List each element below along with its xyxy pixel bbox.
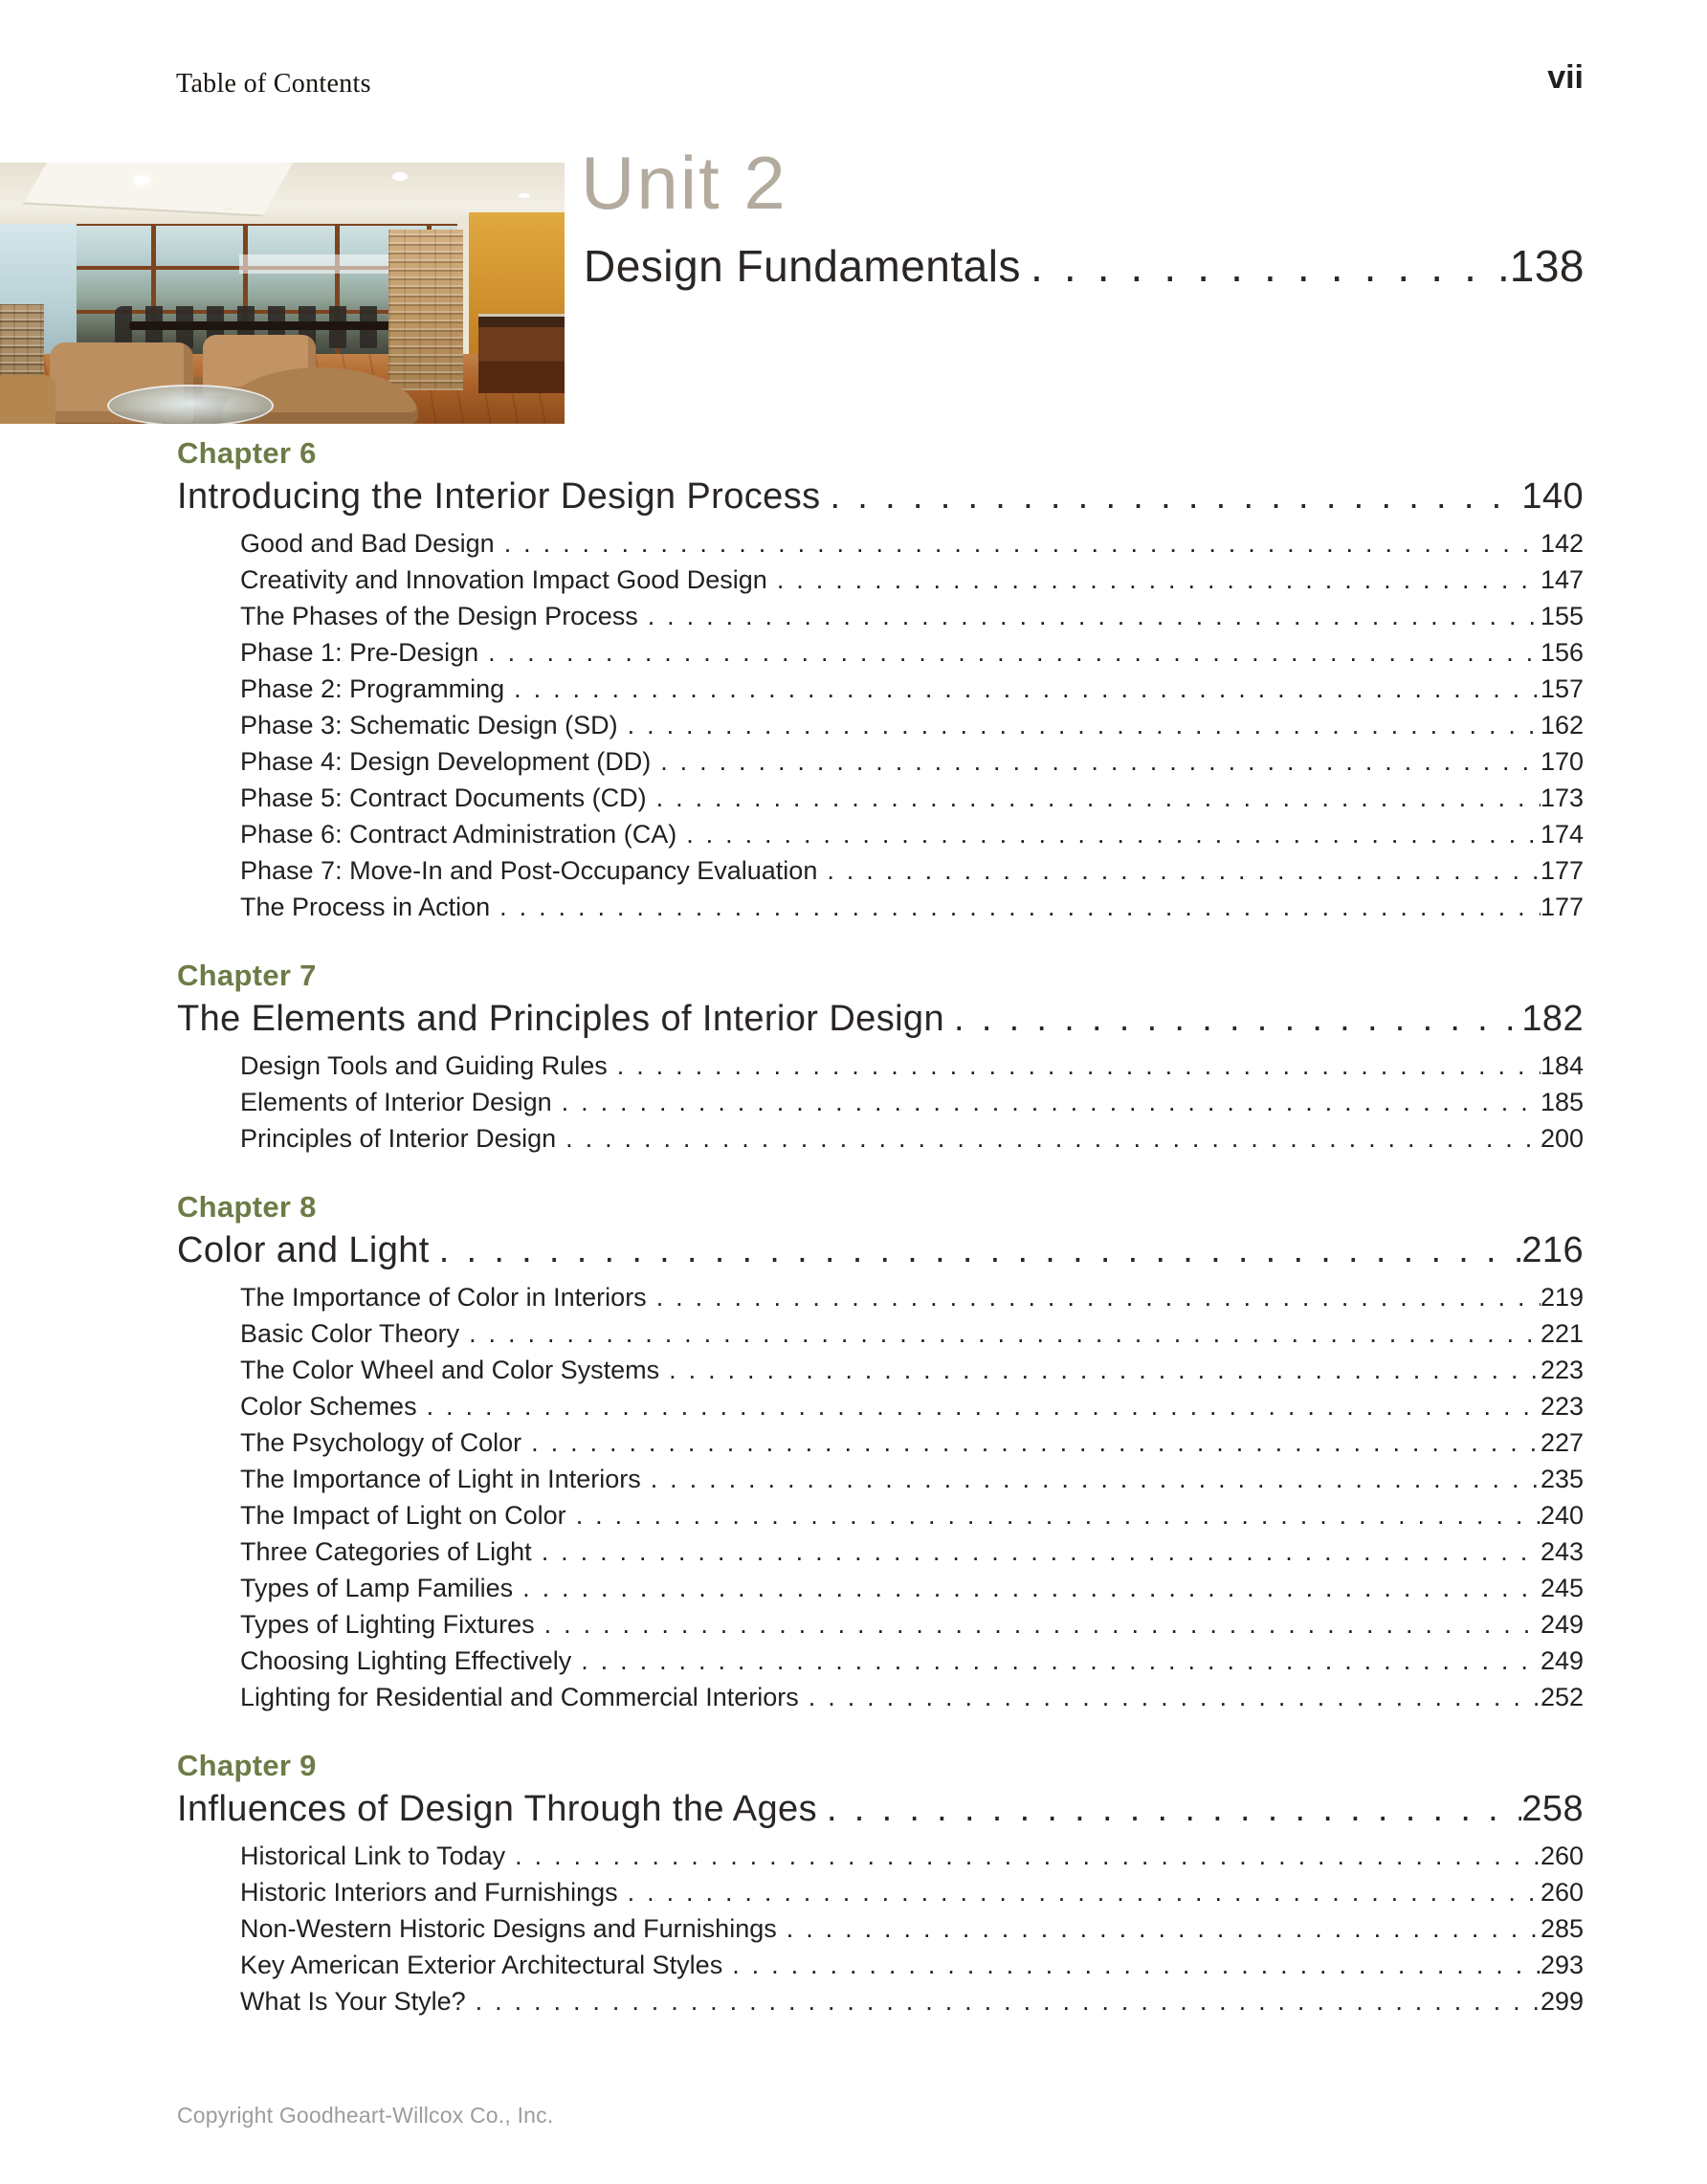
toc-entry — [240, 1679, 1584, 1715]
entry-title: Choosing Lighting Effectively — [240, 1646, 572, 1675]
entry-title: Key American Exterior Architectural Styles — [240, 1951, 723, 1979]
dot-leader — [504, 671, 1541, 707]
toc-entry — [240, 562, 1584, 598]
chapter-entries — [177, 525, 1584, 925]
chapter-label: Chapter 7 — [177, 959, 317, 992]
dot-leader — [513, 1570, 1541, 1606]
chapter-page-number: 258 — [1521, 1789, 1584, 1829]
toc-entry — [240, 1084, 1584, 1120]
entry-page-number: 162 — [1540, 711, 1584, 739]
unit-title-row — [584, 241, 1585, 291]
chapter-page-number: 182 — [1521, 999, 1584, 1039]
dot-leader — [566, 1497, 1541, 1533]
toc-entry — [240, 1352, 1584, 1388]
toc-entry — [240, 816, 1584, 852]
entry-page-number: 147 — [1540, 565, 1584, 594]
dot-leader — [651, 743, 1541, 780]
entry-page-number: 142 — [1540, 529, 1584, 558]
entry-title: Phase 3: Schematic Design (SD) — [240, 711, 618, 739]
unit-title: Design Fundamentals — [584, 241, 1021, 291]
toc-entry — [240, 1048, 1584, 1084]
entry-page-number: 293 — [1540, 1951, 1584, 1979]
dot-leader — [647, 780, 1541, 816]
chapter-title-row — [177, 996, 1584, 1042]
entry-page-number: 219 — [1540, 1283, 1584, 1312]
entry-title: Types of Lamp Families — [240, 1574, 514, 1602]
toc-entry — [240, 1497, 1584, 1533]
entry-page-number: 177 — [1540, 856, 1584, 885]
dot-leader — [1021, 241, 1510, 291]
toc-entry — [240, 671, 1584, 707]
entry-title: The Importance of Light in Interiors — [240, 1465, 641, 1493]
dot-leader — [495, 525, 1541, 562]
copyright-notice: Copyright Goodheart-Willcox Co., Inc. — [177, 2103, 554, 2128]
toc-entry — [240, 1461, 1584, 1497]
dot-leader — [556, 1120, 1541, 1157]
photo-conference-table — [129, 321, 402, 330]
entry-title: Basic Color Theory — [240, 1319, 460, 1348]
chapter-section — [177, 1750, 1584, 2019]
entry-page-number: 221 — [1540, 1319, 1584, 1348]
chapter-title-row — [177, 474, 1584, 519]
photo-recessed-lights — [134, 176, 149, 185]
toc-entry — [240, 1643, 1584, 1679]
entry-title: What Is Your Style? — [240, 1987, 466, 2016]
entry-page-number: 243 — [1540, 1537, 1584, 1566]
entry-page-number: 223 — [1540, 1392, 1584, 1421]
toc-entry — [240, 1874, 1584, 1910]
chapter-title: The Elements and Principles of Interior Design — [177, 999, 945, 1039]
photo-glass-coffee-table — [107, 385, 274, 424]
entry-page-number: 249 — [1540, 1610, 1584, 1639]
entry-title: Design Tools and Guiding Rules — [240, 1051, 608, 1080]
toc-entry — [240, 634, 1584, 671]
toc-entry — [240, 1983, 1584, 2019]
entry-page-number: 184 — [1540, 1051, 1584, 1080]
chapter-title-row — [177, 1227, 1584, 1273]
entry-title: The Color Wheel and Color Systems — [240, 1356, 660, 1384]
entry-page-number: 155 — [1540, 602, 1584, 630]
entry-page-number: 173 — [1540, 783, 1584, 812]
dot-leader — [638, 598, 1541, 634]
toc-entry — [240, 1947, 1584, 1983]
dot-leader — [722, 1947, 1541, 1983]
toc-entry — [240, 1315, 1584, 1352]
entry-page-number: 227 — [1540, 1428, 1584, 1457]
chapter-label: Chapter 8 — [177, 1190, 317, 1224]
entry-page-number: 260 — [1540, 1878, 1584, 1907]
entry-page-number: 252 — [1540, 1683, 1584, 1711]
entry-page-number: 299 — [1540, 1987, 1584, 2016]
entry-page-number: 177 — [1540, 893, 1584, 921]
toc-entry — [240, 1838, 1584, 1874]
toc-entry — [240, 1570, 1584, 1606]
entry-title: The Process in Action — [240, 893, 491, 921]
chapter-section — [177, 437, 1584, 925]
entry-title: Non-Western Historic Designs and Furnishings — [240, 1914, 777, 1943]
header-title: Table of Contents — [176, 69, 371, 99]
entry-page-number: 223 — [1540, 1356, 1584, 1384]
dot-leader — [676, 816, 1541, 852]
dot-leader — [767, 562, 1541, 598]
entry-page-number: 200 — [1540, 1124, 1584, 1153]
toc-entry — [240, 780, 1584, 816]
chapter-title: Influences of Design Through the Ages — [177, 1789, 817, 1829]
dot-leader — [490, 889, 1541, 925]
entry-page-number: 235 — [1540, 1465, 1584, 1493]
entry-title: Phase 4: Design Development (DD) — [240, 747, 652, 776]
chapter-section — [177, 960, 1584, 1157]
chapter-section — [177, 1191, 1584, 1715]
toc-entry — [240, 1388, 1584, 1424]
dot-leader — [478, 634, 1541, 671]
toc-entry — [240, 852, 1584, 889]
office-lobby-photo — [0, 163, 565, 424]
chapter-label: Chapter 6 — [177, 436, 317, 470]
toc-entry — [240, 743, 1584, 780]
toc-entry — [240, 1120, 1584, 1157]
chapter-entries — [177, 1279, 1584, 1715]
toc-entry — [240, 889, 1584, 925]
dot-leader — [618, 1874, 1541, 1910]
chapter-page-number: 140 — [1521, 476, 1584, 517]
entry-title: Phase 2: Programming — [240, 674, 505, 703]
photo-stone-pillar — [388, 230, 463, 390]
toc-entry — [240, 707, 1584, 743]
entry-page-number: 174 — [1540, 820, 1584, 849]
entry-title: Phase 7: Move-In and Post-Occupancy Evaluation — [240, 856, 818, 885]
chapter-title: Introducing the Interior Design Process — [177, 476, 821, 517]
photo-armchair-corner — [0, 375, 55, 424]
entry-title: Elements of Interior Design — [240, 1088, 552, 1116]
chapter-entries — [177, 1048, 1584, 1157]
entry-title: The Impact of Light on Color — [240, 1501, 566, 1530]
chapter-title-row — [177, 1786, 1584, 1832]
unit-label: Unit 2 — [581, 141, 787, 225]
dot-leader — [659, 1352, 1541, 1388]
dot-leader — [521, 1424, 1541, 1461]
dot-leader — [777, 1910, 1541, 1947]
toc-entry — [240, 1606, 1584, 1643]
dot-leader — [821, 474, 1522, 519]
dot-leader — [430, 1227, 1522, 1273]
dot-leader — [618, 707, 1541, 743]
dot-leader — [817, 1786, 1521, 1832]
dot-leader — [552, 1084, 1541, 1120]
photo-reception-desk — [478, 314, 565, 393]
entry-page-number: 285 — [1540, 1914, 1584, 1943]
toc-entry — [240, 1533, 1584, 1570]
dot-leader — [944, 996, 1521, 1042]
unit-page-number: 138 — [1509, 241, 1585, 291]
entry-page-number: 156 — [1540, 638, 1584, 667]
entry-title: Three Categories of Light — [240, 1537, 532, 1566]
entry-title: Historical Link to Today — [240, 1842, 506, 1870]
entry-page-number: 157 — [1540, 674, 1584, 703]
chapter-title: Color and Light — [177, 1230, 430, 1270]
entry-page-number: 170 — [1540, 747, 1584, 776]
chapter-entries — [177, 1838, 1584, 2019]
entry-title: Phase 1: Pre-Design — [240, 638, 479, 667]
dot-leader — [417, 1388, 1541, 1424]
dot-leader — [466, 1983, 1541, 2019]
entry-page-number: 249 — [1540, 1646, 1584, 1675]
entry-page-number: 185 — [1540, 1088, 1584, 1116]
dot-leader — [535, 1606, 1541, 1643]
toc-entry — [240, 1910, 1584, 1947]
toc-entry — [240, 598, 1584, 634]
entry-title: The Phases of the Design Process — [240, 602, 638, 630]
page-number-roman: vii — [1547, 59, 1584, 96]
entry-page-number: 260 — [1540, 1842, 1584, 1870]
dot-leader — [647, 1279, 1541, 1315]
entry-title: Lighting for Residential and Commercial Interiors — [240, 1683, 799, 1711]
toc-entry — [240, 1279, 1584, 1315]
entry-title: Historic Interiors and Furnishings — [240, 1878, 618, 1907]
entry-title: The Psychology of Color — [240, 1428, 522, 1457]
entry-title: Principles of Interior Design — [240, 1124, 557, 1153]
entry-title: Phase 5: Contract Documents (CD) — [240, 783, 647, 812]
chapters-list — [177, 426, 1584, 2019]
toc-entry — [240, 1424, 1584, 1461]
dot-leader — [608, 1048, 1541, 1084]
dot-leader — [505, 1838, 1541, 1874]
entry-title: Phase 6: Contract Administration (CA) — [240, 820, 677, 849]
entry-page-number: 240 — [1540, 1501, 1584, 1530]
entry-page-number: 245 — [1540, 1574, 1584, 1602]
dot-leader — [641, 1461, 1541, 1497]
entry-title: Creativity and Innovation Impact Good Design — [240, 565, 767, 594]
entry-title: Color Schemes — [240, 1392, 417, 1421]
entry-title: Types of Lighting Fixtures — [240, 1610, 535, 1639]
dot-leader — [817, 852, 1541, 889]
dot-leader — [799, 1679, 1541, 1715]
dot-leader — [571, 1643, 1541, 1679]
entry-title: Good and Bad Design — [240, 529, 495, 558]
chapter-page-number: 216 — [1521, 1230, 1584, 1270]
chapter-label: Chapter 9 — [177, 1749, 317, 1782]
entry-title: The Importance of Color in Interiors — [240, 1283, 647, 1312]
dot-leader — [459, 1315, 1541, 1352]
dot-leader — [532, 1533, 1541, 1570]
toc-entry — [240, 525, 1584, 562]
